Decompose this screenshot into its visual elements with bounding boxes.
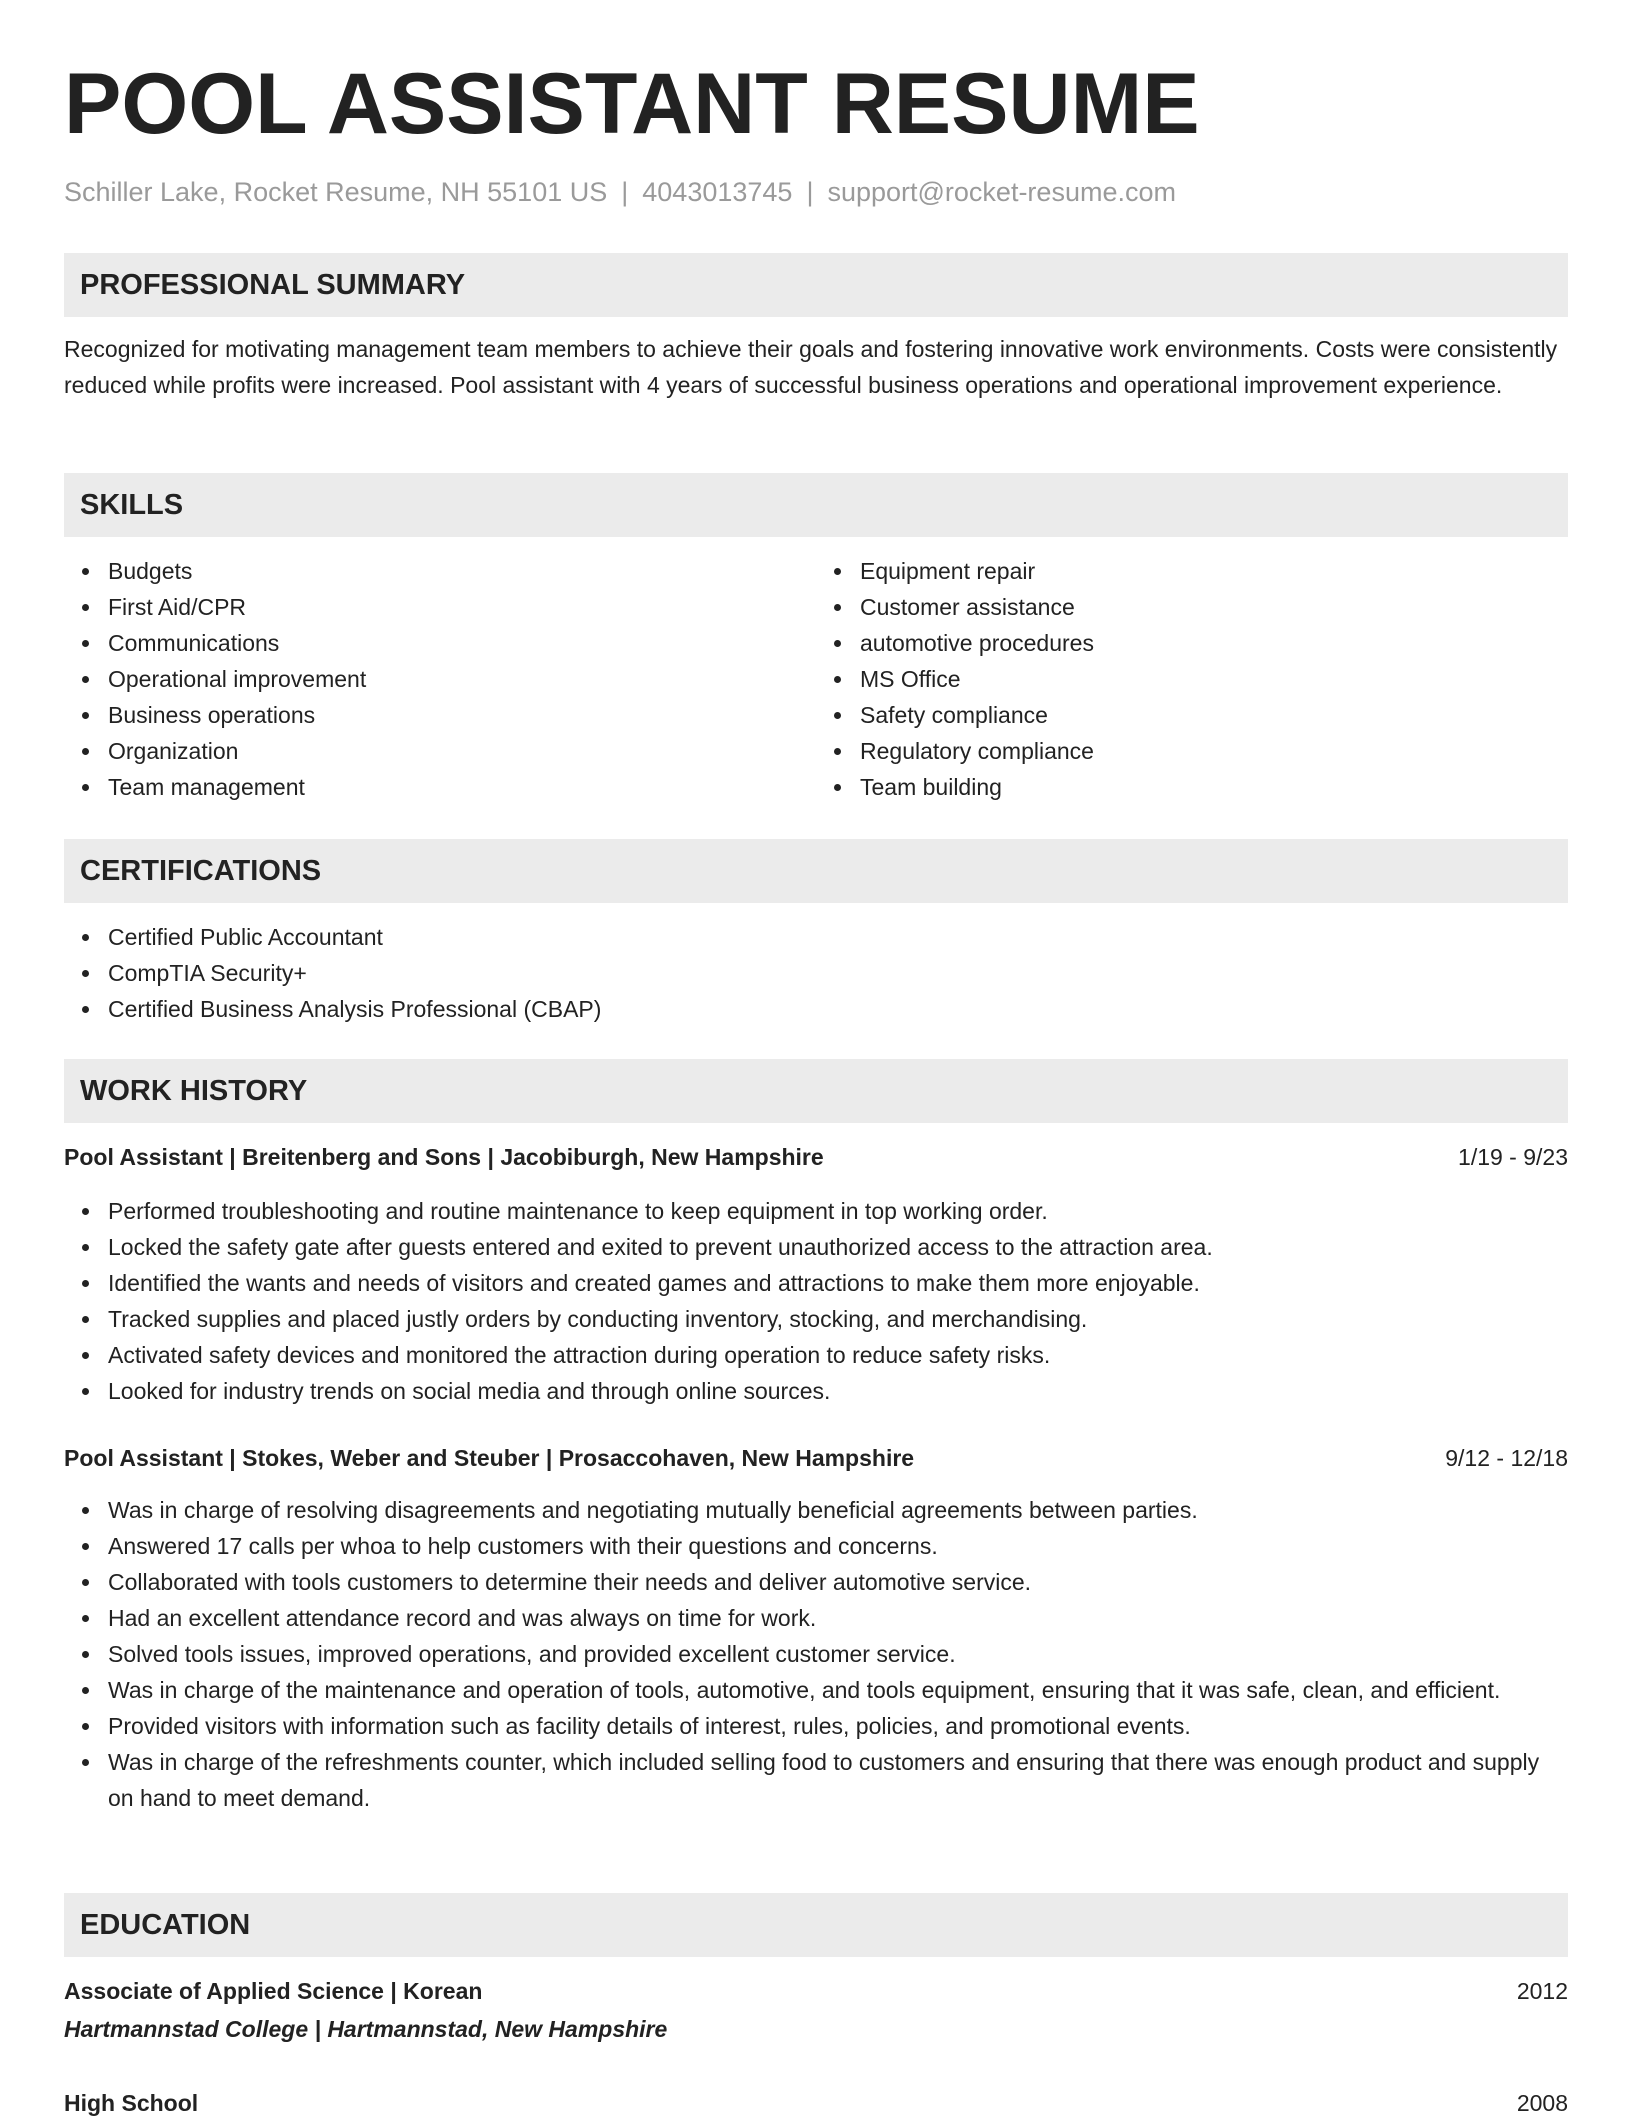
job-entry xyxy=(64,1440,1568,1816)
contact-phone: 4043013745 xyxy=(642,177,793,207)
skill-item: Budgets xyxy=(108,553,816,589)
skill-item: Organization xyxy=(108,733,816,769)
job-bullet: Activated safety devices and monitored the attraction during operation to reduce safety risks. xyxy=(108,1337,1568,1373)
certifications-list xyxy=(64,919,1568,1027)
skill-item: Team management xyxy=(108,769,816,805)
certification-item: Certified Business Analysis Professional (CBAP) xyxy=(108,991,1568,1027)
education-heading: EDUCATION xyxy=(64,1893,1568,1957)
job-bullet: Was in charge of resolving disagreements and negotiating mutually beneficial agreements between parties. xyxy=(108,1492,1568,1528)
certifications-heading: CERTIFICATIONS xyxy=(64,839,1568,903)
job-bullet: Looked for industry trends on social media and through online sources. xyxy=(108,1373,1568,1409)
education-section xyxy=(64,1893,1568,2121)
job-title: Pool Assistant | Stokes, Weber and Steuber | Prosaccohaven, New Hampshire xyxy=(64,1445,915,1471)
job-entry xyxy=(64,1139,1568,1409)
skill-item: Operational improvement xyxy=(108,661,816,697)
job-header xyxy=(64,1139,1568,1175)
skill-item: Regulatory compliance xyxy=(860,733,1568,769)
certification-item: CompTIA Security+ xyxy=(108,955,1568,991)
job-header xyxy=(64,1440,1568,1476)
education-entry xyxy=(64,1973,1568,2049)
contact-address: Schiller Lake, Rocket Resume, NH 55101 US xyxy=(64,177,608,207)
skill-item: Communications xyxy=(108,625,816,661)
job-dates: 1/19 - 9/23 xyxy=(1458,1144,1568,1170)
skills-section xyxy=(64,473,1568,805)
job-bullet: Solved tools issues, improved operations, and provided excellent customer service. xyxy=(108,1636,1568,1672)
job-bullet: Was in charge of the maintenance and operation of tools, automotive, and tools equipment, ensuring that it was safe, clean, and efficient. xyxy=(108,1672,1568,1708)
skill-item: automotive procedures xyxy=(860,625,1568,661)
skills-list-right xyxy=(816,553,1568,805)
job-dates: 9/12 - 12/18 xyxy=(1445,1445,1568,1471)
skills-heading: SKILLS xyxy=(64,473,1568,537)
contact-separator: | xyxy=(806,177,814,207)
education-degree: High School xyxy=(64,2090,199,2116)
job-bullet: Had an excellent attendance record and was always on time for work. xyxy=(108,1600,1568,1636)
job-title: Pool Assistant | Breitenberg and Sons | Jacobiburgh, New Hampshire xyxy=(64,1144,824,1170)
certification-item: Certified Public Accountant xyxy=(108,919,1568,955)
job-bullet: Identified the wants and needs of visitors and created games and attractions to make them more enjoyable. xyxy=(108,1265,1568,1301)
work-history-heading: WORK HISTORY xyxy=(64,1059,1568,1123)
contact-separator: | xyxy=(621,177,629,207)
resume-header xyxy=(64,52,1568,210)
education-header xyxy=(64,2085,1568,2121)
contact-line xyxy=(64,174,1568,210)
job-bullet: Provided visitors with information such as facility details of interest, rules, policies, and promotional events. xyxy=(108,1708,1568,1744)
summary-heading: PROFESSIONAL SUMMARY xyxy=(64,253,1568,317)
job-bullet: Performed troubleshooting and routine maintenance to keep equipment in top working order. xyxy=(108,1193,1568,1229)
job-bullet: Locked the safety gate after guests entered and exited to prevent unauthorized access to the attraction area. xyxy=(108,1229,1568,1265)
job-bullets xyxy=(64,1193,1568,1409)
contact-email: support@rocket-resume.com xyxy=(827,177,1176,207)
skill-item: MS Office xyxy=(860,661,1568,697)
education-year: 2012 xyxy=(1516,1978,1568,2004)
skill-item: First Aid/CPR xyxy=(108,589,816,625)
job-bullets xyxy=(64,1492,1568,1816)
education-year: 2008 xyxy=(1516,2090,1568,2116)
skills-list-left xyxy=(64,553,816,805)
skill-item: Customer assistance xyxy=(860,589,1568,625)
work-history-section xyxy=(64,1059,1568,1816)
job-bullet: Answered 17 calls per whoa to help customers with their questions and concerns. xyxy=(108,1528,1568,1564)
summary-text: Recognized for motivating management team members to achieve their goals and fostering innovative work environments. Costs were consistently reduced while profits were increased. Pool assistant with 4 years of successful business operations and operational improvement experience. xyxy=(64,336,1558,398)
education-entry xyxy=(64,2085,1568,2121)
education-school: Hartmannstad College | Hartmannstad, New Hampshire xyxy=(64,2016,668,2042)
resume-title: POOL ASSISTANT RESUME xyxy=(64,56,1200,152)
job-bullet: Tracked supplies and placed justly orders by conducting inventory, stocking, and merchandising. xyxy=(108,1301,1568,1337)
skill-item: Business operations xyxy=(108,697,816,733)
education-degree: Associate of Applied Science | Korean xyxy=(64,1978,483,2004)
job-bullet: Collaborated with tools customers to determine their needs and deliver automotive service. xyxy=(108,1564,1568,1600)
job-bullet: Was in charge of the refreshments counter, which included selling food to customers and ensuring that there was enough product and supply on hand to meet demand. xyxy=(108,1744,1568,1816)
certifications-section xyxy=(64,839,1568,1027)
skills-columns xyxy=(64,553,1568,805)
summary-section xyxy=(64,253,1568,403)
skill-item: Safety compliance xyxy=(860,697,1568,733)
skill-item: Equipment repair xyxy=(860,553,1568,589)
education-header xyxy=(64,1973,1568,2009)
skill-item: Team building xyxy=(860,769,1568,805)
